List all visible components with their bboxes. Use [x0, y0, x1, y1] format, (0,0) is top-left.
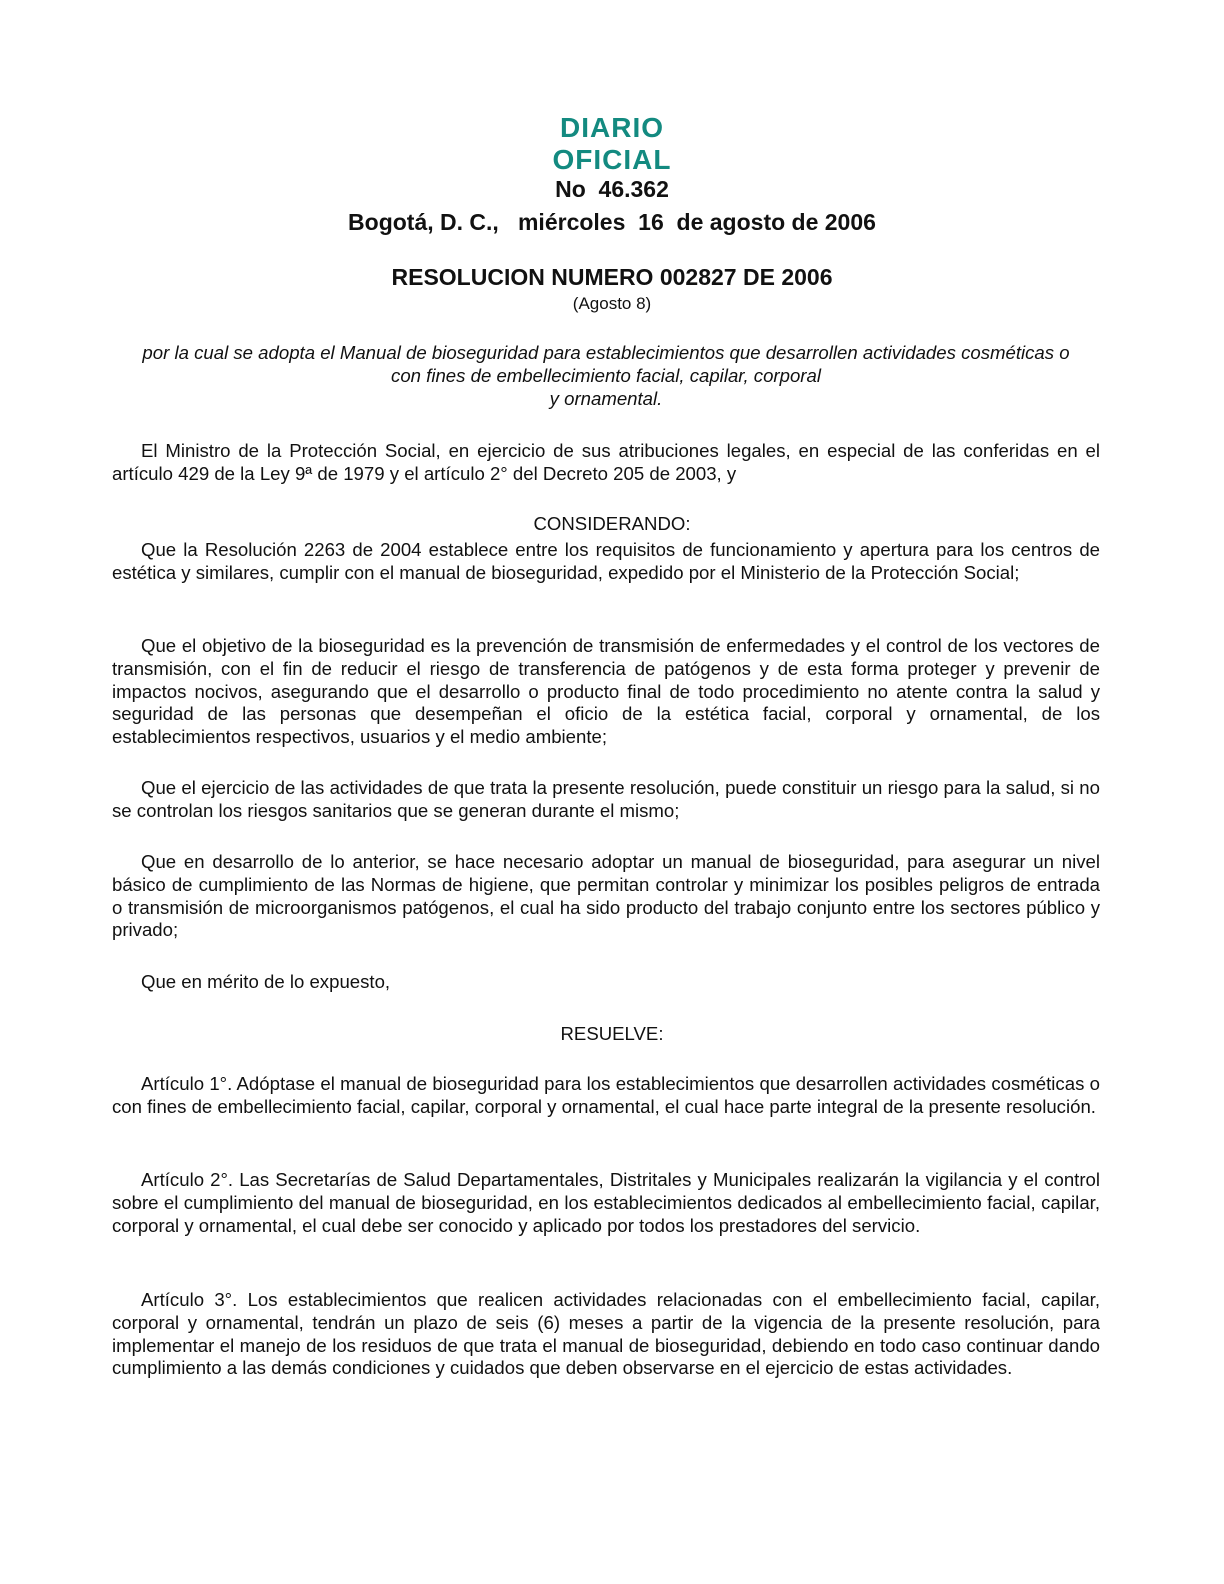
- subject-line: con fines de embellecimiento facial, capilar, corporal: [391, 365, 821, 386]
- article: Artículo 1°. Adóptase el manual de bioseguridad para los establecimientos que desarrollen actividades cosméticas o con fines de embellecimiento facial, capilar, corporal y ornamental, el cual hace parte integral de la presente resolución.: [112, 1073, 1100, 1117]
- masthead-oficial: OFICIAL: [552, 144, 672, 175]
- subject-line: por la cual se adopta el Manual de bioseguridad para establecimientos que desarrollen actividades cosméticas o: [142, 342, 1070, 363]
- considerando-paragraph: Que la Resolución 2263 de 2004 establece entre los requisitos de funcionamiento y apertura para los centros de estética y similares, cumplir con el manual de bioseguridad, expedido por el Ministerio de la Protección Social;: [112, 539, 1100, 583]
- masthead-diario: DIARIO: [560, 112, 664, 143]
- resuelve-heading: RESUELVE:: [560, 1023, 664, 1044]
- considerando-paragraph: Que el objetivo de la bioseguridad es la prevención de transmisión de enfermedades y el control de los vectores de transmisión, con el fin de reducir el riesgo de transferencia de patógenos y de esta forma proteger y prevenir de impactos nocivos, asegurando que el desarrollo o producto final de todo procedimiento no atente contra la salud y seguridad de las personas que desempeñan el oficio de la estética facial, corporal y ornamental, de los establecimientos respectivos, usuarios y el medio ambiente;: [112, 635, 1100, 748]
- considerando-heading: CONSIDERANDO:: [533, 513, 691, 534]
- issue-date: Bogotá, D. C., miércoles 16 de agosto de 2006: [348, 209, 876, 235]
- resolution-subject: [112, 341, 1100, 410]
- preamble: El Ministro de la Protección Social, en ejercicio de sus atribuciones legales, en especial de las conferidas en el artículo 429 de la Ley 9ª de 1979 y el artículo 2° del Decreto 205 de 2003, y: [112, 440, 1100, 484]
- resolution-date: (Agosto 8): [572, 294, 652, 313]
- considerando-paragraph: Que en desarrollo de lo anterior, se hace necesario adoptar un manual de bioseguridad, para asegurar un nivel básico de cumplimiento de las Normas de higiene, que permitan controlar y minimizar los posibles peligros de entrada o transmisión de microorganismos patógenos, el cual ha sido producto del trabajo conjunto entre los sectores público y privado;: [112, 851, 1100, 941]
- article: Artículo 2°. Las Secretarías de Salud Departamentales, Distritales y Municipales realizarán la vigilancia y el control sobre el cumplimiento del manual de bioseguridad, en los establecimientos dedicados al embellecimiento facial, capilar, corporal y ornamental, el cual debe ser conocido y aplicado por todos los prestadores del servicio.: [112, 1169, 1100, 1236]
- article: Artículo 3°. Los establecimientos que realicen actividades relacionadas con el embellecimiento facial, capilar, corporal y ornamental, tendrán un plazo de seis (6) meses a partir de la vigencia de la presente resolución, para implementar el manejo de los residuos de que trata el manual de bioseguridad, debiendo en todo caso continuar dando cumplimiento a las demás condiciones y cuidados que deben observarse en el ejercicio de estas actividades.: [112, 1289, 1100, 1379]
- resolution-title: RESOLUCION NUMERO 002827 DE 2006: [391, 264, 833, 290]
- considerando-paragraph: Que en mérito de lo expuesto,: [141, 971, 391, 992]
- subject-line: y ornamental.: [549, 388, 663, 409]
- considerando-paragraph: Que el ejercicio de las actividades de que trata la presente resolución, puede constituir un riesgo para la salud, si no se controlan los riesgos sanitarios que se generan durante el mismo;: [112, 777, 1100, 821]
- issue-number: No 46.362: [555, 176, 669, 202]
